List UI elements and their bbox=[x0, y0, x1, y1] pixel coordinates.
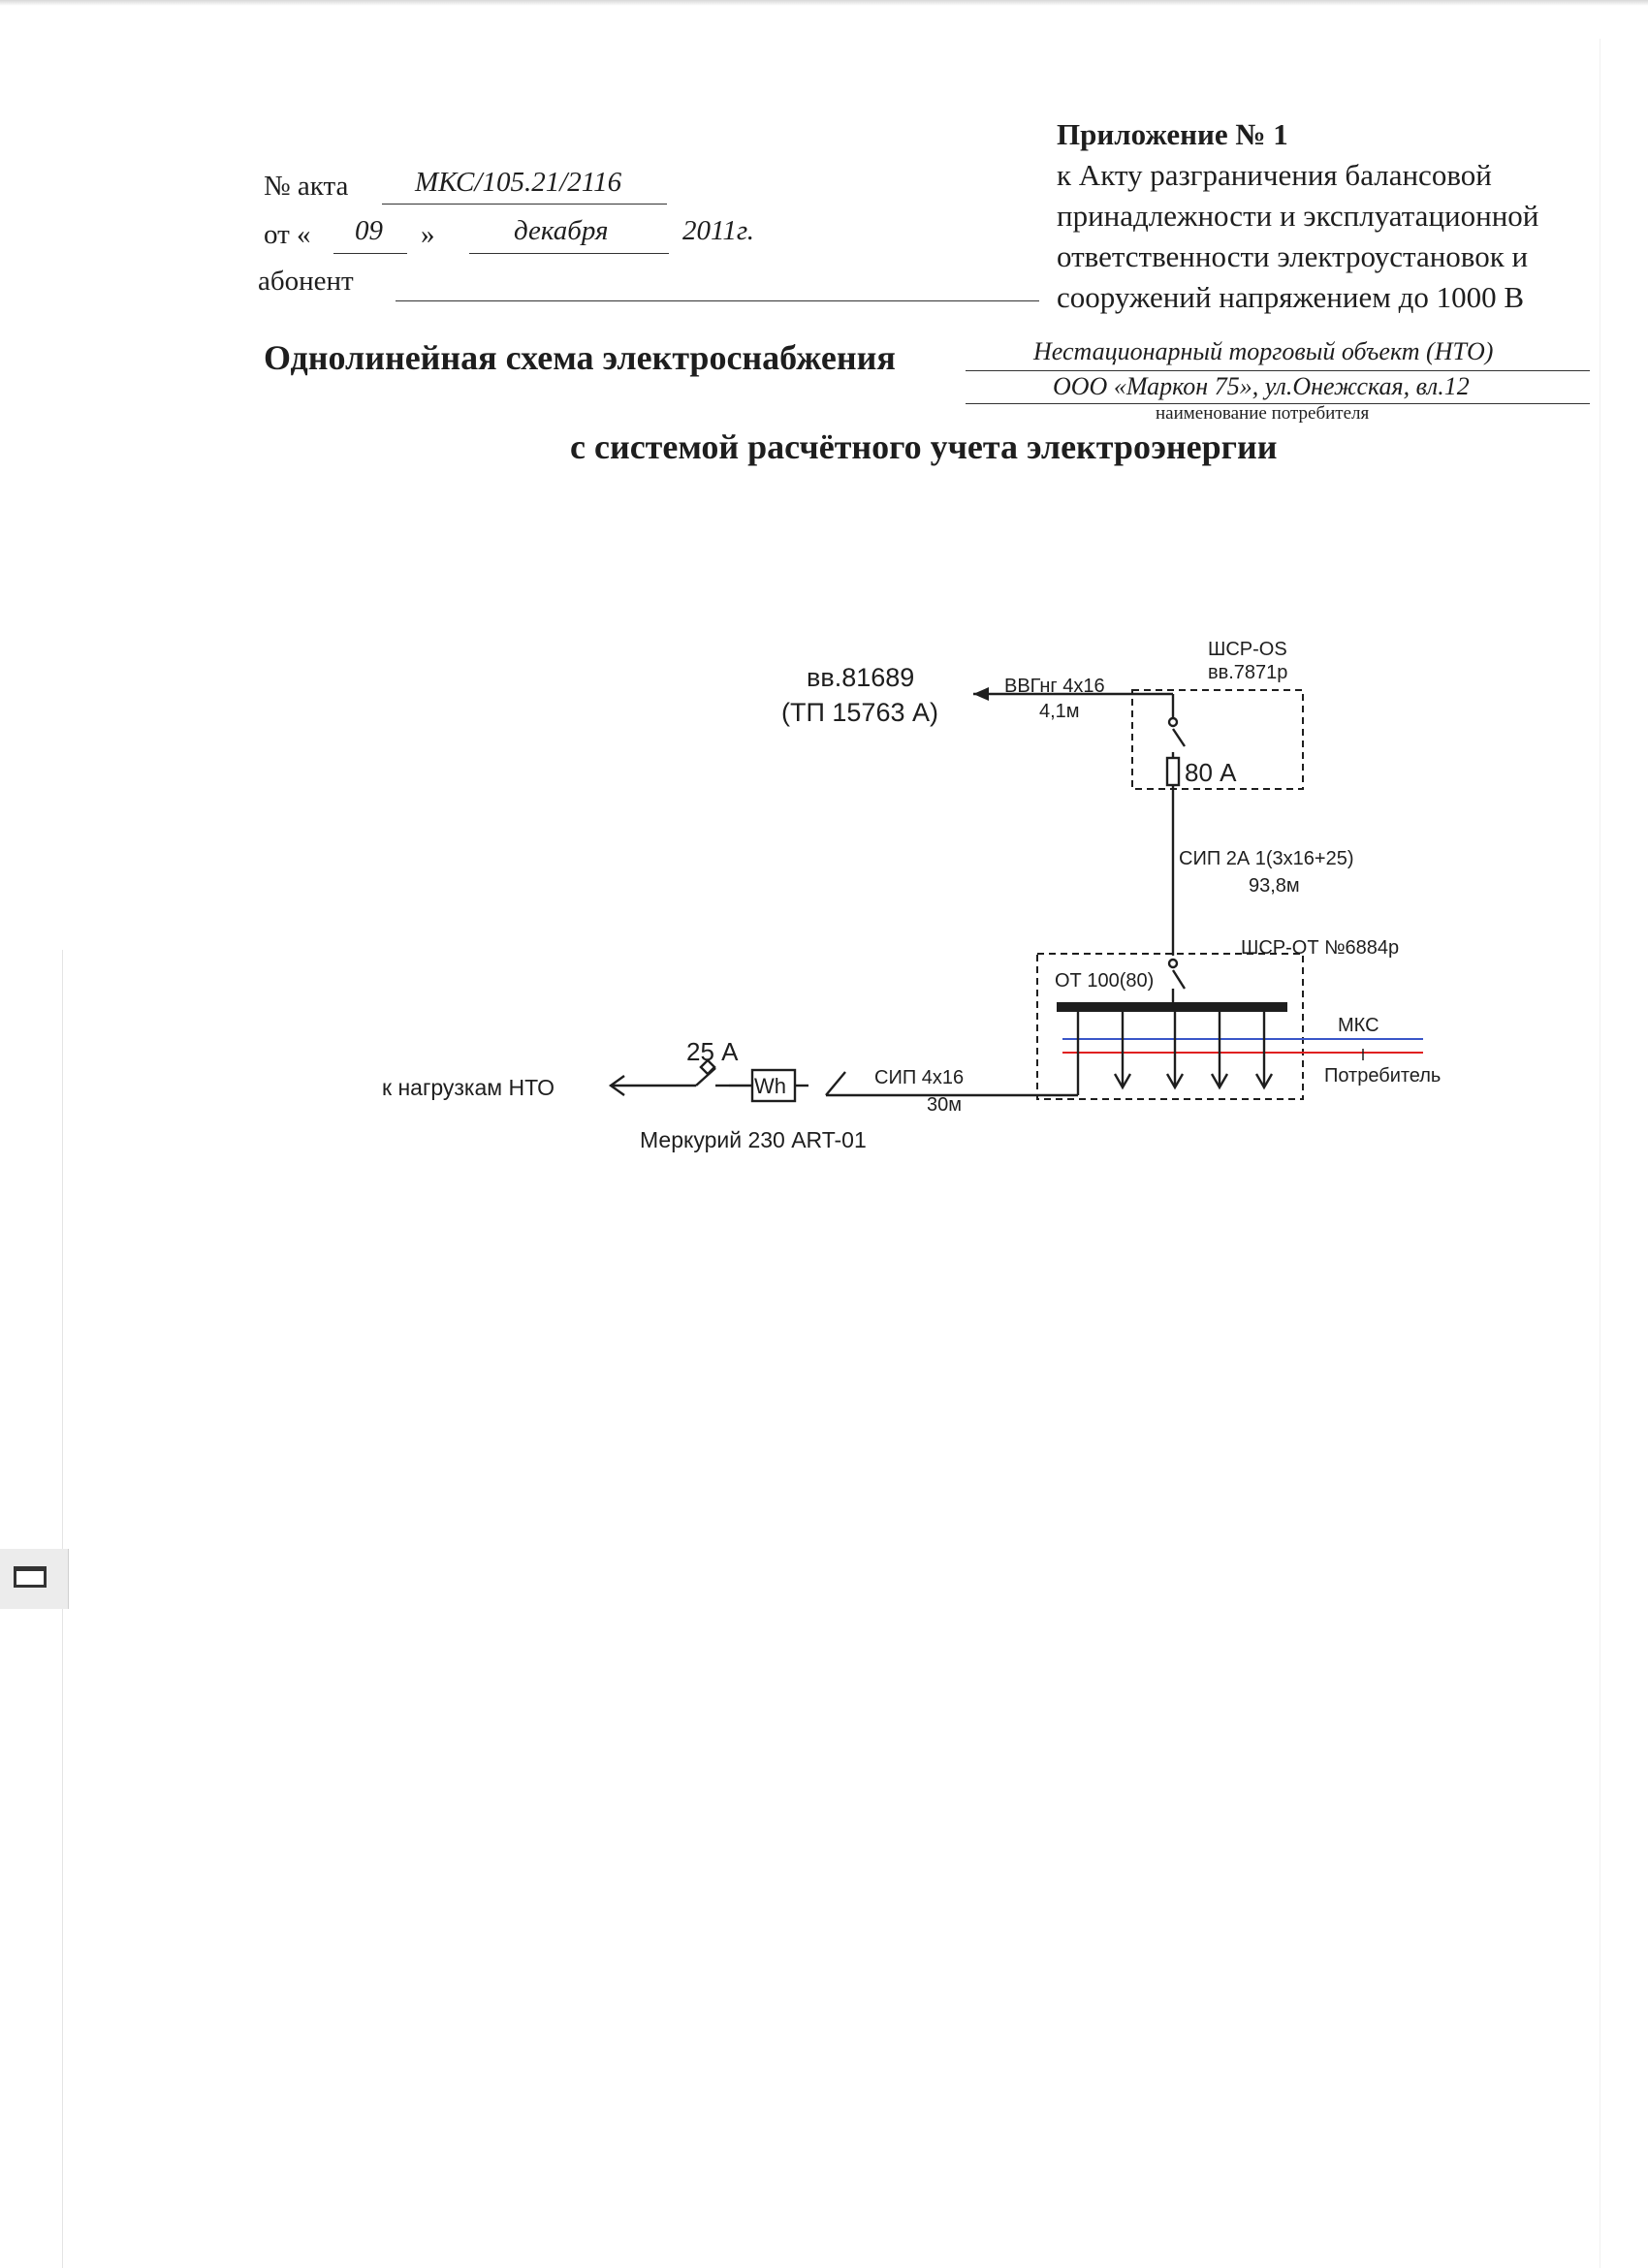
appendix-line-2: принадлежности и эксплуатационной bbox=[1057, 199, 1539, 233]
cabinet2-name: ШСР-ОТ №6884р bbox=[1241, 937, 1400, 959]
consumer-name-line-2: ООО «Маркон 75», ул.Онежская, вл.12 bbox=[1053, 372, 1470, 400]
consumer-caption: наименование потребителя bbox=[1156, 403, 1370, 424]
cabinet2-switch-blade-icon bbox=[1173, 970, 1185, 989]
cable2-type: СИП 2А 1(3х16+25) bbox=[1179, 848, 1354, 869]
switch2-label: ОТ 100(80) bbox=[1055, 970, 1155, 992]
boundary-consumer-label: Потребитель bbox=[1324, 1065, 1442, 1087]
date-day: 09 bbox=[355, 215, 383, 246]
boundary-utility-label: МКС bbox=[1338, 1015, 1379, 1036]
appendix-line-4: сооружений напряжением до 1000 В bbox=[1057, 280, 1525, 314]
source-tp: (ТП 15763 А) bbox=[781, 698, 938, 727]
cabinet1-name: ШСР-OS bbox=[1208, 639, 1287, 660]
consumer-name-line-1: Нестационарный торговый объект (НТО) bbox=[1033, 337, 1494, 365]
cable3-length: 30м bbox=[927, 1094, 962, 1116]
appendix-line-3: ответственности электроустановок и bbox=[1057, 239, 1529, 273]
date-close-quote: » bbox=[421, 219, 435, 250]
act-number-label: № акта bbox=[264, 171, 349, 202]
act-number-value: МКС/105.21/2116 bbox=[415, 167, 622, 198]
appendix-line-1: к Акту разграничения балансовой bbox=[1057, 158, 1492, 192]
cabinet1-switch-contact-icon bbox=[1169, 718, 1177, 726]
meter-switch-blade-icon bbox=[826, 1072, 845, 1095]
appendix-title: Приложение № 1 bbox=[1057, 117, 1288, 151]
cable1-type: ВВГнг 4х16 bbox=[1004, 676, 1105, 697]
cabinet1-input: вв.7871р bbox=[1208, 662, 1288, 683]
busbar bbox=[1057, 1002, 1287, 1012]
date-year: 2011г. bbox=[682, 215, 755, 246]
date-from-label: от « bbox=[264, 219, 311, 250]
cabinet2-switch-contact-icon bbox=[1169, 960, 1177, 967]
fuse1-icon bbox=[1167, 758, 1179, 785]
source-arrow-icon bbox=[973, 687, 989, 701]
cabinet1-switch-blade-icon bbox=[1173, 729, 1185, 746]
breaker-rating: 25 А bbox=[686, 1037, 739, 1066]
meter-symbol: Wh bbox=[754, 1074, 786, 1098]
fuse1-rating: 80 А bbox=[1185, 758, 1237, 787]
scheme-title: Однолинейная схема электроснабжения bbox=[264, 338, 896, 377]
load-label: к нагрузкам НТО bbox=[382, 1075, 555, 1100]
cable2-length: 93,8м bbox=[1249, 875, 1300, 897]
date-month: декабря bbox=[514, 215, 609, 246]
meter-model: Меркурий 230 ART-01 bbox=[640, 1127, 867, 1152]
subscriber-label: абонент bbox=[258, 266, 354, 297]
cable1-length: 4,1м bbox=[1039, 701, 1080, 722]
source-name: вв.81689 bbox=[807, 663, 915, 692]
cable3-type: СИП 4х16 bbox=[874, 1067, 965, 1088]
scheme-subtitle: с системой расчётного учета электроэнергии bbox=[570, 427, 1278, 466]
